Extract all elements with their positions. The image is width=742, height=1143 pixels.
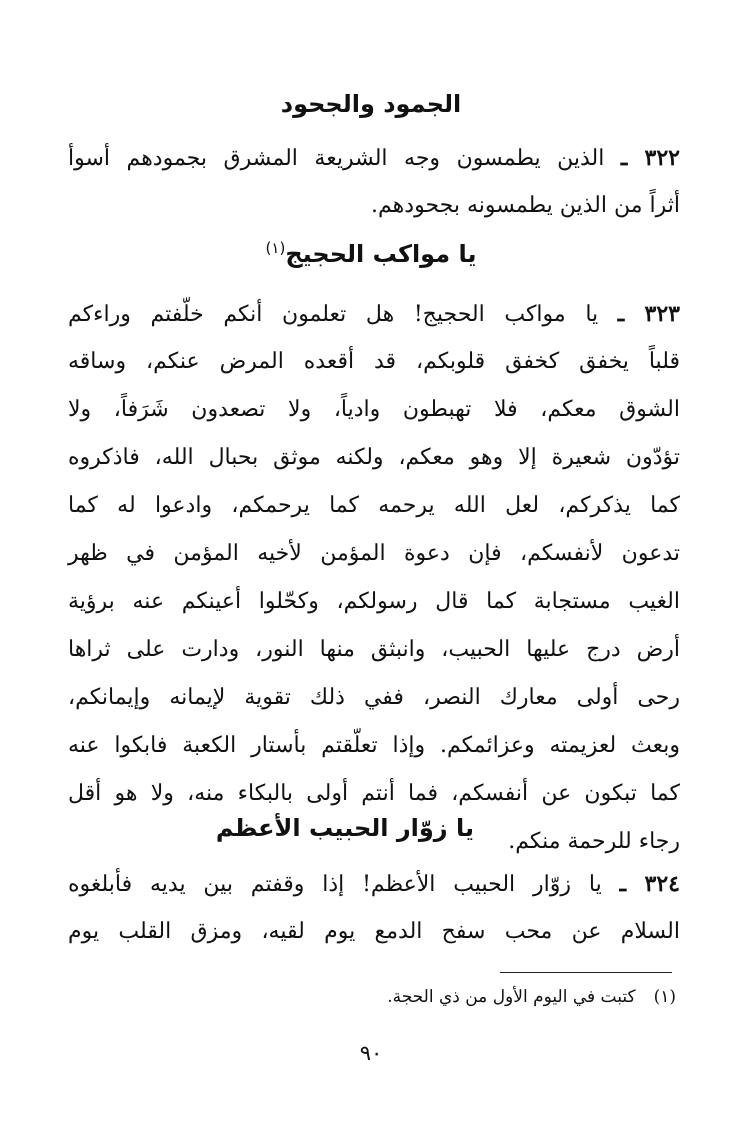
paragraph-322-line-1	[68, 134, 680, 183]
paragraph-323-line-7: الغيب مستجابة كما قال رسولكم، وكحّلوا أعينكم عنه برؤية	[68, 589, 680, 614]
paragraph-323-line-12: رجاء للرحمة منكم.	[508, 829, 680, 854]
paragraph-323-line-4: تؤدّون شعيرة إلا وهو معكم، ولكنه موثق بحبال الله، فاذكروه	[68, 445, 680, 470]
paragraph-324-line-2: السلام عن محب سفح الدمع يوم لقيه، ومزق القلب يوم	[68, 919, 680, 944]
paragraph-322-line-2: أثراً من الذين يطمسونه بجحودهم.	[371, 193, 680, 218]
paragraph-323-line-11: كما تبكون عن أنفسكم، فما أنتم أولى بالبكاء منه، ولا هو أقل	[68, 781, 680, 806]
paragraph-323-line-1	[68, 290, 680, 339]
footnote-reference[interactable]: (١)	[265, 239, 286, 257]
paragraph-323-line-10: وبعث لعزيمته وعزائمكم. وإذا تعلّقتم بأستار الكعبة فابكوا عنه	[68, 733, 680, 758]
heading-text: يا مواكب الحجيج	[285, 240, 477, 268]
paragraph-323-line-5: كما يذكركم، لعل الله يرحمه كما يرحمكم، وادعوا له كما	[68, 493, 680, 518]
paragraph-number-324: ٣٢٤ ـ	[619, 871, 680, 897]
heading-inertia-and-denial: الجمود والجحود	[280, 90, 462, 118]
text-line: الذين يطمسون وجه الشريعة المشرق بجمودهم أسوأ	[68, 146, 605, 171]
footnote-text: كتبت في اليوم الأول من ذي الحجة.	[387, 987, 636, 1007]
paragraph-323-line-8: أرض درج عليها الحبيب، وانبثق منها النور، ودارت على ثراها	[68, 637, 680, 662]
page-number: ٩٠	[359, 1041, 383, 1065]
heading-pilgrim-caravans	[0, 236, 742, 272]
footnote-separator	[500, 972, 672, 973]
paragraph-324-line-1	[68, 860, 680, 909]
paragraph-number-323: ٣٢٣ ـ	[617, 301, 680, 327]
footnote	[200, 980, 676, 1014]
footnote-marker: (١)	[653, 987, 676, 1007]
paragraph-323-line-6: تدعون لأنفسكم، فإن دعوة المؤمن لأخيه المؤمن في ظهر	[68, 541, 680, 566]
paragraph-number-322: ٣٢٢ ـ	[620, 145, 680, 171]
text-line: يا زوّار الحبيب الأعظم! إذا وقفتم بين يديه فأبلغوه	[68, 872, 602, 897]
text-line: يا مواكب الحجيج! هل تعلمون أنكم خلّفتم وراءكم	[68, 302, 599, 327]
paragraph-323-line-2: قلباً يخفق كخفق قلوبكم، قد أقعده المرض عنكم، وساقه	[68, 349, 680, 374]
paragraph-323-line-3: الشوق معكم، فلا تهبطون وادياً، ولا تصعدون شَرَفاً، ولا	[68, 397, 680, 422]
heading-visitors-of-beloved: يا زوّار الحبيب الأعظم	[215, 814, 474, 842]
paragraph-323-line-9: رحى أولى معارك النصر، ففي ذلك تقوية لإيمانه وإيمانكم،	[68, 685, 680, 710]
